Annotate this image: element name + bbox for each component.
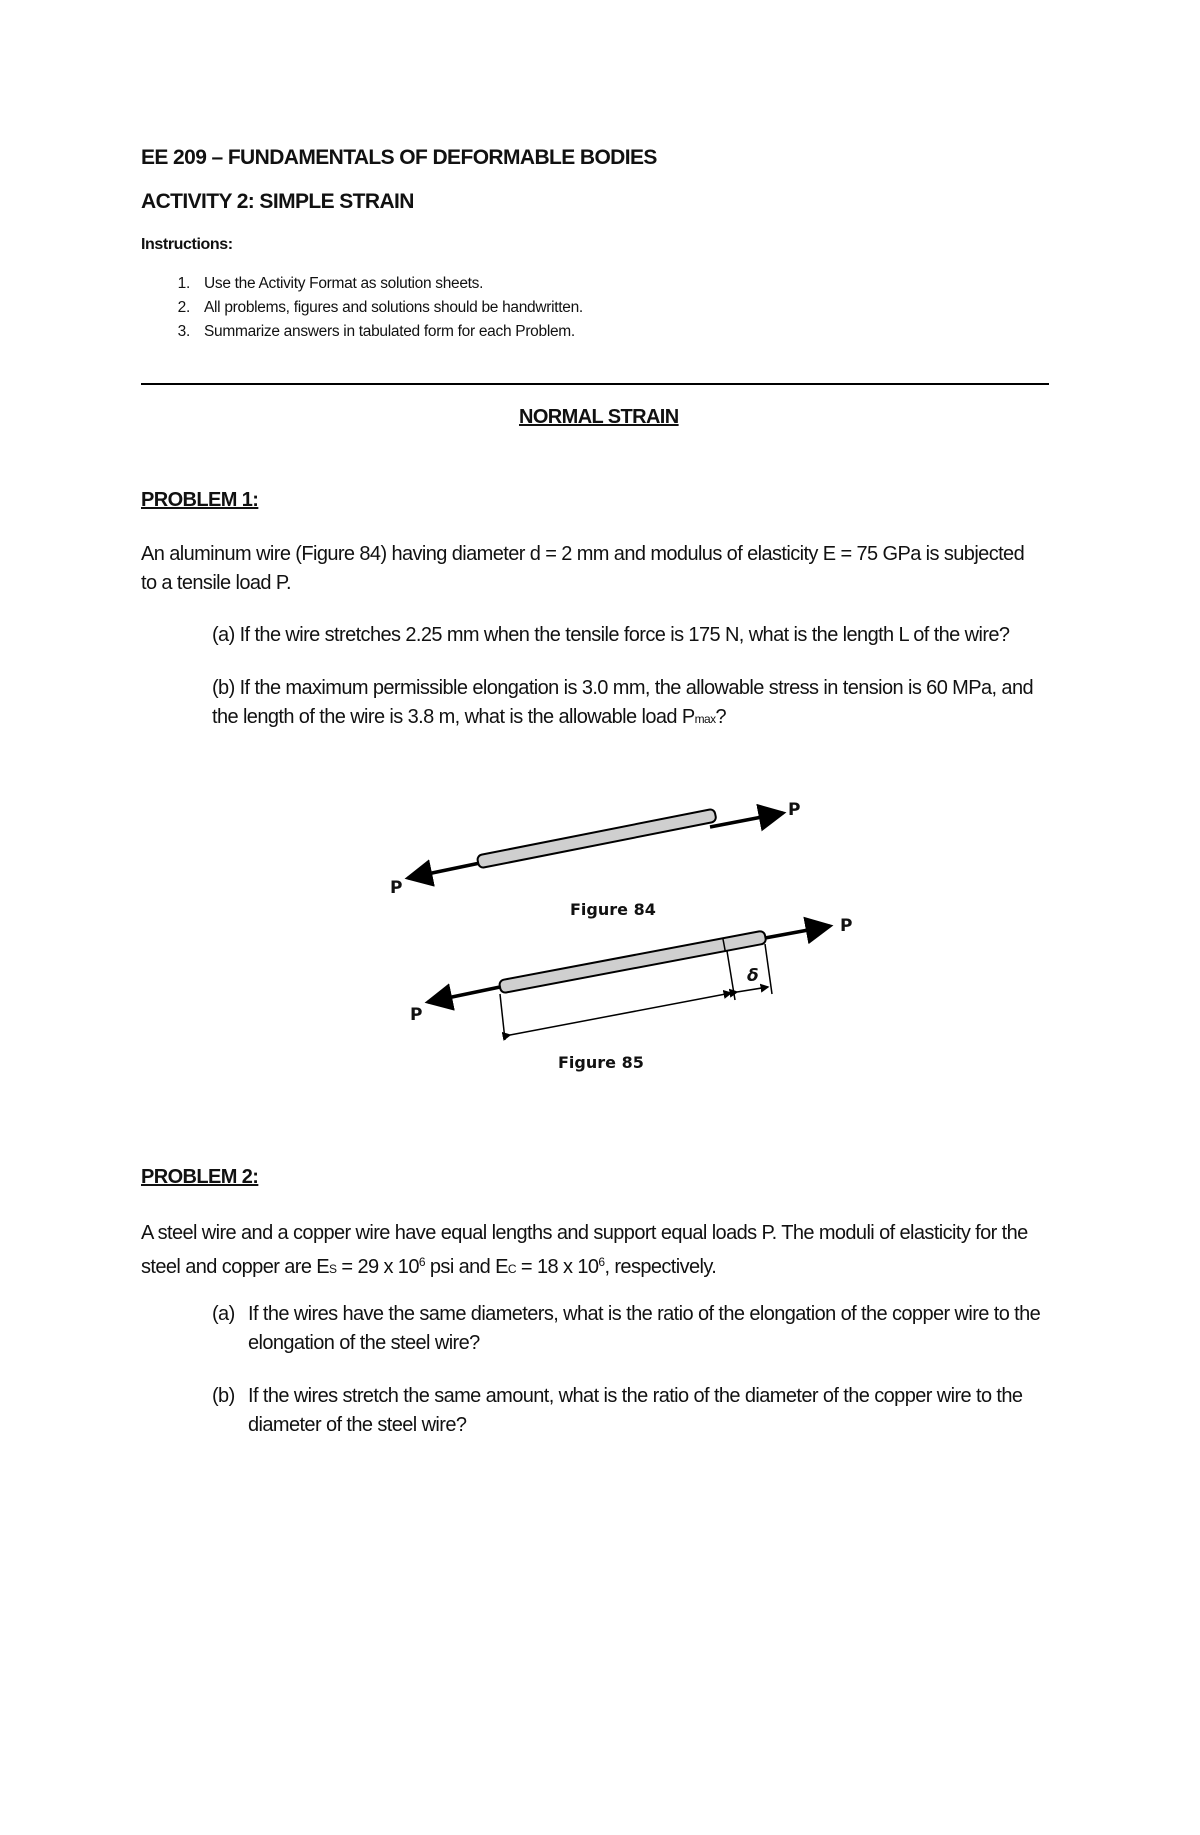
- activity-title: ACTIVITY 2: SIMPLE STRAIN: [141, 190, 414, 213]
- course-title: EE 209 – FUNDAMENTALS OF DEFORMABLE BODIES: [141, 146, 657, 169]
- delta-dimension-line: [737, 987, 768, 992]
- instructions-label: Instructions:: [141, 236, 233, 253]
- section-title: NORMAL STRAIN: [519, 406, 679, 428]
- es-exponent: 6: [418, 1255, 425, 1269]
- figure-85-caption: Figure 85: [558, 1053, 644, 1072]
- load-arrow-left: [408, 863, 480, 878]
- problem1-part-b-line2: the length of the wire is 3.8 m, what is the allowable load Pmax?: [212, 706, 726, 728]
- instruction-number: 3.: [177, 323, 190, 340]
- problem1-intro-line1: An aluminum wire (Figure 84) having diameter d = 2 mm and modulus of elasticity E = 75 GPa is subjected: [141, 543, 1025, 565]
- part-a-label: (a): [212, 1303, 235, 1325]
- pmax-subscript: max: [694, 712, 716, 726]
- stretched-wire: [499, 930, 767, 993]
- problem2-intro-line1: A steel wire and a copper wire have equal lengths and support equal loads P. The moduli of elasticity for the: [141, 1222, 1028, 1244]
- dimension-extension: [765, 944, 772, 994]
- load-label-p: P: [390, 878, 403, 898]
- load-label-p: P: [788, 800, 801, 820]
- problem2-part-b-line1: If the wires stretch the same amount, what is the ratio of the diameter of the copper wire to the: [248, 1385, 1023, 1407]
- problem2-label: PROBLEM 2:: [141, 1166, 259, 1188]
- dimension-extension: [727, 951, 735, 1000]
- ec-subscript: C: [507, 1262, 516, 1276]
- problem1-part-a: (a) If the wire stretches 2.25 mm when the tensile force is 175 N, what is the length L of the wire?: [212, 624, 1010, 646]
- load-arrow-right: [765, 926, 830, 938]
- figure-85-diagram: [428, 926, 830, 1040]
- load-label-p: P: [410, 1005, 423, 1025]
- problem2-part-a-line1: If the wires have the same diameters, what is the ratio of the elongation of the copper wire to the: [248, 1303, 1041, 1325]
- load-arrow-left: [428, 987, 500, 1002]
- load-label-p: P: [840, 916, 853, 936]
- instruction-text: Summarize answers in tabulated form for each Problem.: [204, 323, 575, 340]
- problem1-label: PROBLEM 1:: [141, 489, 259, 511]
- ec-exponent: 6: [598, 1255, 605, 1269]
- aluminum-wire: [477, 809, 717, 869]
- es-subscript: S: [329, 1262, 337, 1276]
- problem1-intro-line2: to a tensile load P.: [141, 572, 291, 594]
- problem2-intro-line2: steel and copper are ES = 29 x $10^6$ psi and EC = 18 x $10^6$, respectively.: [141, 1255, 717, 1278]
- problem2-intro: [141, 1219, 1028, 1284]
- figure-84-diagram: [408, 809, 783, 878]
- instruction-text: Use the Activity Format as solution sheets.: [204, 275, 484, 292]
- dimension-extension: [500, 994, 505, 1040]
- delta-label: δ: [747, 966, 759, 986]
- part-b-label: (b): [212, 1385, 235, 1407]
- problem2-part-b-line2: diameter of the steel wire?: [248, 1414, 467, 1436]
- instruction-number: 2.: [177, 299, 190, 316]
- problem1-part-b-line1: (b) If the maximum permissible elongation is 3.0 mm, the allowable stress in tension is 60 MPa, and: [212, 677, 1033, 699]
- instruction-text: All problems, figures and solutions should be handwritten.: [204, 299, 583, 316]
- problem2-part-a-line2: elongation of the steel wire?: [248, 1332, 480, 1354]
- length-dimension-line: [510, 993, 731, 1035]
- load-arrow-right: [710, 813, 783, 827]
- instruction-number: 1.: [177, 275, 190, 292]
- figure-84-caption: Figure 84: [570, 900, 656, 919]
